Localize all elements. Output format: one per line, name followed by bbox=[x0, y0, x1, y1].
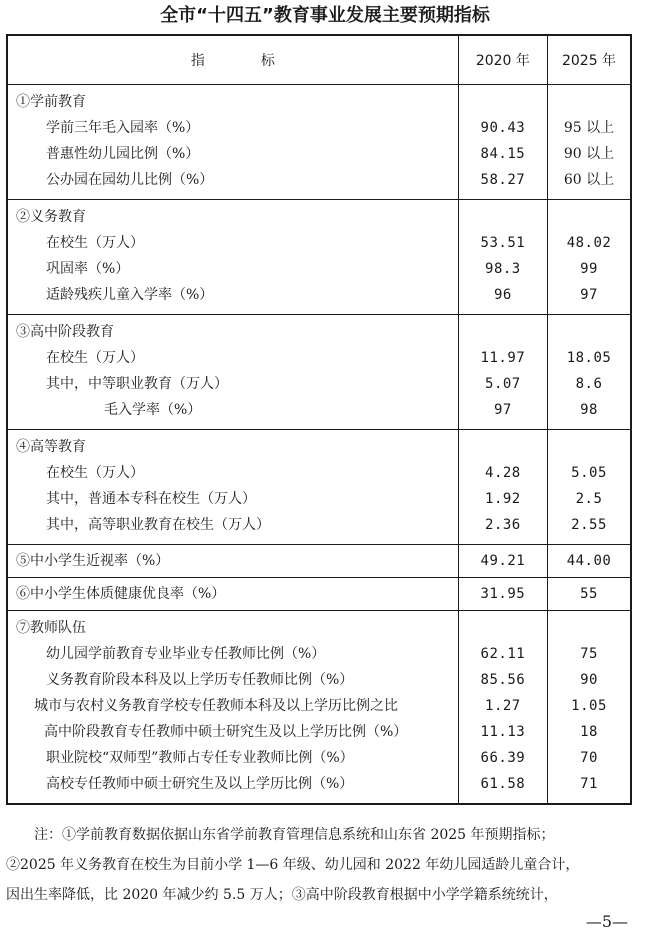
table-row: 城市与农村义务教育学校专任教师本科及以上学历比例之比 1.27 1.05 bbox=[7, 693, 631, 719]
table-row: 其中，中等职业教育（万人） 5.07 8.6 bbox=[7, 371, 631, 397]
table-row: 学前三年毛入园率（%） 90.43 95 以上 bbox=[7, 115, 631, 141]
header-2020: 2020 年 bbox=[458, 35, 547, 85]
table-row: 高校专任教师中硕士研究生及以上学历比例（%） 61.58 71 bbox=[7, 771, 631, 804]
table-row: 高中阶段教育专任教师中硕士研究生及以上学历比例（%） 11.13 18 bbox=[7, 719, 631, 745]
page-title: 全市“十四五”教育事业发展主要预期指标 bbox=[160, 5, 490, 26]
table-row: 在校生（万人） 53.51 48.02 bbox=[7, 230, 631, 256]
page-number: —5— bbox=[585, 912, 628, 931]
table-row-fitness: ⑥中小学生体质健康优良率（%） 31.95 55 bbox=[7, 578, 631, 611]
footnote bbox=[6, 820, 636, 910]
table-row: 巩固率（%） 98.3 99 bbox=[7, 256, 631, 282]
table-row: 其中，普通本专科在校生（万人） 1.92 2.5 bbox=[7, 486, 631, 512]
table-row: 毛入学率（%） 97 98 bbox=[7, 397, 631, 430]
indicator-table bbox=[6, 34, 632, 805]
table-row: 公办园在园幼儿比例（%） 58.27 60 以上 bbox=[7, 167, 631, 200]
section-heading-preschool: ①学前教育 bbox=[7, 85, 631, 116]
section-heading-high-school: ③高中阶段教育 bbox=[7, 315, 631, 346]
section-heading-compulsory: ②义务教育 bbox=[7, 200, 631, 231]
header-2025: 2025 年 bbox=[548, 35, 631, 85]
table-row: 职业院校“双师型”教师占专任专业教师比例（%） 66.39 70 bbox=[7, 745, 631, 771]
table-header-row bbox=[7, 35, 631, 85]
table-row: 在校生（万人） 4.28 5.05 bbox=[7, 460, 631, 486]
table-row: 幼儿园学前教育专业毕业专任教师比例（%） 62.11 75 bbox=[7, 641, 631, 667]
table-row: 普惠性幼儿园比例（%） 84.15 90 以上 bbox=[7, 141, 631, 167]
section-heading-higher-ed: ④高等教育 bbox=[7, 430, 631, 461]
section-heading-teachers: ⑦教师队伍 bbox=[7, 611, 631, 642]
table-row-myopia: ⑤中小学生近视率（%） 49.21 44.00 bbox=[7, 545, 631, 578]
table-row: 在校生（万人） 11.97 18.05 bbox=[7, 345, 631, 371]
table-row: 义务教育阶段本科及以上学历专任教师比例（%） 85.56 90 bbox=[7, 667, 631, 693]
table-row: 适龄残疾儿童入学率（%） 96 97 bbox=[7, 282, 631, 315]
footnote-line: ②2025 年义务教育在校生为目前小学 1—6 年级、幼儿园和 2022 年幼儿园适龄儿童合计， bbox=[6, 857, 580, 873]
footnote-line: 注：①学前教育数据依据山东省学前教育管理信息系统和山东省 2025 年预期指标； bbox=[34, 827, 555, 843]
footnote-line: 因出生率降低，比 2020 年减少约 5.5 万人；③高中阶段教育根据中小学学籍系统统计， bbox=[6, 887, 558, 903]
header-indicator: 指 标 bbox=[7, 35, 458, 85]
table-row: 其中，高等职业教育在校生（万人） 2.36 2.55 bbox=[7, 512, 631, 545]
